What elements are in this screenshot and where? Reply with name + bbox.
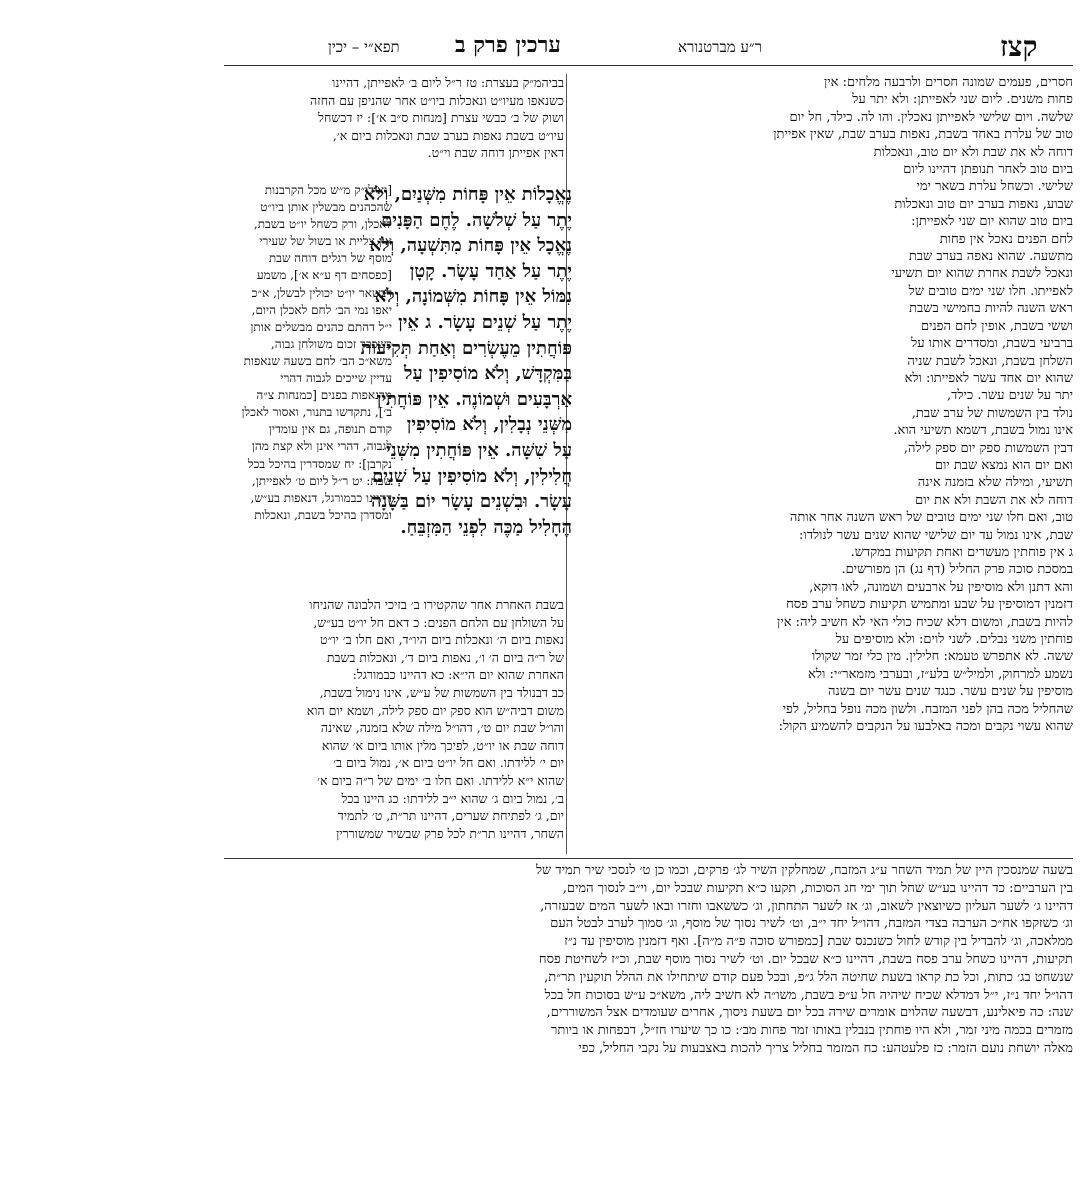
text-line: שלישי. וכשחל עלרת בשאר ימי <box>916 179 1073 195</box>
text-line: ביום טוב לאחר תנופתן דהיינו ליום <box>903 162 1073 178</box>
text-line: יום, ג׳ לפתיחת שערים, דהיינו תר״ת, ט׳ לתמיד <box>337 808 564 824</box>
text-line: להיות בשבת, ומשום דלא שכיח כולי האי לא חשיב ליה: אין <box>777 614 1073 630</box>
text-line: קודם תנופה, גם אין עומדין <box>268 422 392 437</box>
text-line: במסכת סוכה פרק החליל (דף נג) הן מפורשים. <box>841 562 1073 578</box>
text-line: יֶתֶר עַל שְׁנֵים עָשָׂר. ג אֵין <box>398 311 572 333</box>
text-line: מתשעה. שהוא נאפה בערב שבת <box>908 249 1073 265</box>
text-line: יאפו נמי הב׳ לחם לאכלן היום, <box>251 302 392 317</box>
text-line: טוב של עלרת באחד בשבת, נאפות בערב שבת, שאין אפייתן <box>773 127 1073 143</box>
commentator-header: ר״ע מברטנורא <box>678 38 762 56</box>
bartenura-commentary <box>568 74 1073 854</box>
text-line: שהחליל מכה בהן לפני המזבח. ולשון מכה נופל בחליל, לפי <box>782 701 1073 717</box>
text-line: ונאכל לשבת אחרת שהוא יום תשיעי <box>891 266 1073 282</box>
tiferet-commentary-top <box>224 74 564 182</box>
text-line: יֶתֶר עַל שְׁלשָׁה. לֶחֶם הַפָּנִים <box>381 209 572 231</box>
text-line: לאכלן, ורק כשחל יו״ט בשבת, <box>253 217 392 232</box>
text-line: בשעה שמנסכין היין של תמיד השחר ע״ג המזבח, שמחלקין השיר לג׳ פרקים, וכמו כן ט׳ לנסכי שיר תמיד של <box>535 863 1073 878</box>
text-line: אין צליית או בשול של שעירי <box>259 234 392 249</box>
text-line: דהיינו ג׳ לשער העליון כשיוצאין לשאוב, וג׳ אז לשער התחתון, וג׳ כששאבו וחזרו ובאו לשער המים שבעזרה, <box>540 898 1073 914</box>
text-line: מאלה יושחת נועם הזמר: כז פלעטהע: כח המזמר בחליל צריך להכות באצבעות על נקבי החליל, כפי <box>578 1040 1073 1056</box>
text-line: בשבת האחרת אחר שהקטירו ב׳ בזיכי הלבונה שהניחו <box>309 597 564 612</box>
text-line: עָשָׂר. וּבִשְׁנֵים עָשָׂר יוֹם בַּשָּׁנָה <box>371 491 572 513</box>
text-line: נאפות ביום ה׳ ונאכלות ביום היו״ד, ואם חלו ב׳ יו״ט <box>320 632 564 648</box>
text-line: דהו״ל יחד נ״ז, י״ל דמדלא שכיח שיהיה חל ע״פ בשבת, משו״ה לא חשיב ליה, משא״כ ע״ש בסוכות חל בכל <box>544 987 1073 1003</box>
text-line: עדיין שייכים לגבוה דהרי <box>280 371 392 386</box>
text-line: פּוֹחֲתִין מֵעֶשְׂרִים וְאַחַת תְּקִיעוֹת <box>360 337 572 359</box>
text-line: חסרים, פעמים שמונה חסרים ולרבעה מלחים: אין <box>823 75 1073 90</box>
text-line: ששה. לא אתפרש טעמא: חלילין. מין כלי זמר שקולו <box>811 649 1073 665</box>
tiferet-commentary-side <box>224 182 392 592</box>
text-line: טוב, ואם חלו שני ימים טובים של ראש השנה אחר אותה <box>789 510 1073 526</box>
text-line: מרנאפות בפנים [כמנחות צ״ה <box>256 388 392 403</box>
text-line: שנשחט בג׳ כתות, וכל כת קראו בשעת שחיטה הלל ג״פ, ובכל פעם קודם שיתחילו את ההלל תוקעין תר״ת, <box>544 969 1073 985</box>
tractate-title: ערכין פרק ב <box>455 32 561 58</box>
text-line: פחות משנים. ליום שני לאפייתן: ולא יתר על <box>852 92 1073 108</box>
text-line: דהיינו כבמורגל, דנאפות בע״ש, <box>250 490 392 505</box>
text-line: שהוא עשוי נקבים ומכה באלבעו על הנקבים להשמיע הקול: <box>778 719 1073 735</box>
secondary-commentary-header: תפא״י – יכין <box>328 38 400 56</box>
text-line: דבשאר יו״ט יכולין לבשלן, א״כ <box>251 285 392 300</box>
text-line: ב׳], נתקדשו בתנור, ואסור לאכלן <box>241 405 392 420</box>
text-line: תקיעות, דהיינו כשחל ערב פסח בשבת, דהיינו כ״א שבכל יום. וט׳ לשיר נסוך מוסף שבת, וכ״ז לשחיטת פסח <box>538 951 1073 967</box>
text-line: נֶאֱכָל אֵין פָּחוֹת מִתִּשְׁעָה, וְלֹא <box>369 235 572 257</box>
text-line: שבוע, נאפות בערב יום טוב ונאכלות <box>894 196 1073 212</box>
text-line: נולד בין השמשות של ערב שבת, <box>911 405 1073 421</box>
mishna-text <box>360 182 572 592</box>
text-line: לחם הפנים נאכל אין פחות <box>939 231 1073 247</box>
text-line: שבת, אינו נמול עד יום שלישי שהוא שנים עשר לנולדו: <box>799 527 1073 543</box>
text-line: משא״כ הב׳ לחם בשעה שנאפות <box>243 353 392 368</box>
footer-commentary <box>224 862 1073 1062</box>
text-line: יום י׳ ללידתו. ואם חל יו״ט ביום א׳, נמול ביום ב׳ <box>333 755 564 771</box>
text-line: של ר״ה ביום ה׳ ו׳, נאפות ביום ד׳, ונאכלות בשבת <box>326 649 564 665</box>
text-line: מזמרים בכמה מיני זמר, ולא היו פוחתין בנבלין באותו זמר פחות מב׳: כו כך שיערו חז״ל, דבפחות או ביותר <box>551 1023 1073 1039</box>
text-line: והא דתנן ולא מוסיפין על ארבעים ושמונה, לאו דוקא, <box>809 579 1073 595</box>
text-line: נִמּוֹל אֵין פָּחוֹת מִשְּׁמוֹנָה, וְלֹא <box>374 286 572 308</box>
text-line: בַּמִּקְדָּשׁ, וְלֹא מוֹסִיפִין עַל <box>404 363 572 385</box>
text-line: חֲלִילִין, וְלֹא מוֹסִיפִין עַל שְׁנֵים <box>372 465 572 487</box>
text-line: ראש השנה להיות בחמישי בשבת <box>909 301 1073 317</box>
text-line: ברביעי בשבת, ומסדרים אותו על <box>911 336 1073 352</box>
text-line: הֶחָלִיל מַכֶּה לִפְנֵי הַמִּזְבֵּחַ. <box>400 516 572 538</box>
text-line: ומסדרן בהיכל בשבת, ונאכלות <box>254 507 392 522</box>
text-line: דאין אפייתן דוחה שבת וי״ט. <box>427 145 564 161</box>
text-line: עַל שִׁשָּׁה. אֵין פּוֹחֲתִין מִשְּׁנֵי <box>386 439 572 461</box>
text-line: פוחתין משני נבלים. לשני לוים: ולא מוסיפים על <box>835 632 1073 647</box>
header-rule <box>224 65 1073 66</box>
text-line: [כפסחים דף ע״א א׳], משמע <box>256 268 392 283</box>
text-line: מִשְּׁנֵי נְבָלִין, וְלֹא מוֹסִיפִין <box>406 414 572 436</box>
text-line: שהכהנים מבשלין אותן ביו״ט <box>260 200 392 215</box>
text-line: שבת: יט ר״ל ליום ט׳ לאפייתן, <box>251 473 392 488</box>
page-header <box>0 30 1089 64</box>
text-line: בביהמ״ק בעצרת: טז ר״ל ליום ב׳ לאפייתן, דהיינו <box>332 75 564 90</box>
text-line: דוחה לא את השבת ולא את יום <box>915 492 1073 508</box>
text-line: והו״ל שבת יום ט׳, דהו״ל מילה שלא בזמנה, שאינה <box>320 720 564 736</box>
text-line: ביום טוב שהוא יום שני לאפייתן: <box>911 214 1073 230</box>
text-line: נקרבן]: יח שמסדרין בהיכל בכל <box>247 456 392 471</box>
text-line: כב דבנולד בין השמשות של ע״ש, אינו נימול בשבת, <box>319 684 564 700</box>
tiferet-commentary-bottom <box>224 596 564 856</box>
text-line: משום דביה״ש הוא ספק יום ספק לילה, ושמא יום הוא <box>306 702 564 718</box>
text-line: מוסיפין על שנים עשר. כנגד שנים עשר יום בשנה <box>828 684 1073 700</box>
text-line: ג אין פוחתין מעשרים ואחת תקיעות במקדש. <box>850 544 1073 560</box>
text-line: נֶאֱכָלוֹת אֵין פָּחוֹת מִשְּׁנַיִם, וְלֹא <box>363 184 572 205</box>
text-line: דבין השמשות ספק יום ספק לילה, <box>903 440 1073 456</box>
text-line: האחרת שהוא יום הי״א: כא דהיינו כבמורגל: <box>352 667 564 683</box>
text-line: אַרְבָּעִים וּשְׁמוֹנֶה. אֵין פּוֹחֲתִין <box>376 388 572 410</box>
text-line: בין הערביים: כד דהיינו בע״ש שחל תוך ימי חג הסוכות, תקעו כ״א תקיעות שבכל יום, וי״ב לנסוך המים, <box>562 880 1073 896</box>
text-line: ושוק של ב׳ כבשי עצרת [מנחות ס״ב א׳]: יז דכשחל <box>318 110 564 126</box>
text-line: דוחה לא את שבת ולא יום טוב, ונאכלות <box>873 144 1073 160</box>
text-line: על השולחן עם הלחם הפנים: כ דאם חל יו״ט בע״ש, <box>313 614 564 630</box>
text-line: וג׳ כשזקפו אח״כ הערבה בצדי המזבח, דהו״ל יחד י״ב, וט׳ לשיר נסוך של מוסף, וג׳ סמוך לערב לבטל העם <box>550 916 1073 932</box>
folio-number: קצז <box>1000 30 1038 63</box>
text-line: [ואילו״ק מ״ש מכל הקרבנות <box>264 183 392 197</box>
text-line: יתר על שנים עשר. כילד, <box>947 388 1073 404</box>
text-line: ממלאכה, וג׳ להבדיל בין קודש לחול כשנכנס שבת [כמפורש סוכה פ״ה מ״ה]. ואף דזמנין מוסיפין עד נ״ז <box>564 934 1073 950</box>
text-line: לאפייתו. חלו שני ימים טובים של <box>908 283 1073 299</box>
text-line: וששי בשבת, אופין לחם הפנים <box>920 318 1073 334</box>
text-line: דוחה שבת או יו״ט, לפיכך מלין אותו ביום א׳ שהוא <box>321 737 564 753</box>
text-line: שהוא י״א ללידתו. ואם חלו ב׳ ימים של ר״ה ביום א׳ <box>317 772 564 788</box>
text-line: אינו נמול בשבת, דשמא תשיעי הוא. <box>893 423 1073 439</box>
text-line: יֶתֶר עַל אַחַד עָשָׂר. קָטָן <box>409 260 572 282</box>
footer-rule <box>224 858 1073 859</box>
text-line: נשמע למרחוק, ולמיל״ש בלע״ז, ובערבי מזמאר״י: ולא <box>808 666 1073 682</box>
text-line: עיו״ט בשבת נאפות בערב שבת ונאכלות ביום א׳, <box>332 127 564 143</box>
text-line: שלשה. ויום שלישי לאפייתן נאכלין. והו לה. כילד, חל יום <box>789 109 1073 125</box>
text-line: מוסף של רגלים דוחה שבת <box>268 251 392 266</box>
text-line: כשכבר זכום משולחן גבוה, <box>270 336 392 351</box>
text-line: השלחן בשבת, ונאכל לשבת שניה <box>907 353 1073 369</box>
text-line: כשנאפו מעיו״ט ונאכלות ביו״ט אחר שהניפן עם החזה <box>310 92 564 108</box>
text-line: תשיעי, ומילה שלא בזמנה אינה <box>917 475 1073 491</box>
text-line: שנה: כה פיאלינע, דבשעה שהלוים אומרים שירה בכל יום בשעת ניסוך, אחרים שעומדים אצל המשוררים, <box>546 1005 1073 1021</box>
text-line: ב׳, נמול ביום ג׳ שהוא י״ב ללידתו: כג היינו בכל <box>341 790 564 806</box>
text-line: ואם יום הוא נמצא שבת יום <box>934 457 1073 473</box>
text-line: דזמנין דמוסיפין על שבע ומתמיש תקיעות כשחל ערב פסח <box>786 597 1073 613</box>
text-line: י״ל דהתם כהנים מבשלים אותן <box>250 319 392 334</box>
text-line: שהוא יום אחד עשר לאפייתו: ולא <box>904 370 1073 386</box>
text-line: השחר, דהיינו תר״ת לכל פרק שבשיר שמשוררין <box>336 825 564 841</box>
text-line: לגבוה, דהרי אינן ולא קצת מהן <box>251 439 392 454</box>
